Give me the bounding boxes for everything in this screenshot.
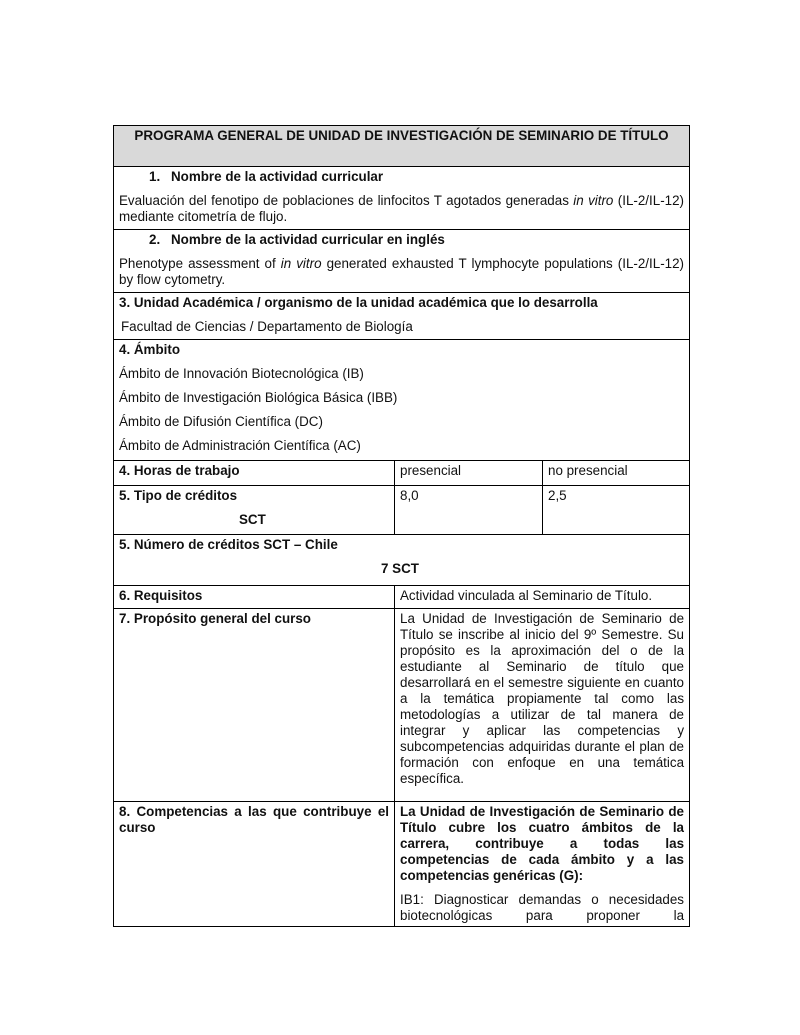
section2-text-italic: in vitro — [280, 256, 322, 271]
requisitos-value: Actividad vinculada al Seminario de Título. — [395, 586, 690, 609]
section2-text-part2: generated exhausted T lymphocyte populations (IL-2/IL-12) by flow cytometry. — [119, 256, 685, 287]
horas-presencial-header: presencial — [395, 461, 543, 486]
numero-creditos-label: 5. Número de créditos SCT – Chile — [119, 537, 338, 552]
ambito-item: Ámbito de Investigación Biológica Básica (IBB) — [119, 390, 398, 405]
numero-creditos-value: 7 SCT — [381, 561, 419, 576]
section1-heading — [119, 169, 684, 185]
numero-creditos-row — [114, 535, 690, 586]
program-title: PROGRAMA GENERAL DE UNIDAD DE INVESTIGACIÓN DE SEMINARIO DE TÍTULO — [114, 126, 690, 167]
competencias-ib1: IB1: Diagnosticar demandas o necesidades biotecnológicas para proponer la — [400, 892, 685, 923]
section1-text-part2: (IL-2/IL-12) mediante citometría de flujo. — [119, 193, 685, 224]
horas-row — [114, 461, 690, 486]
creditos-no-presencial-value: 2,5 — [543, 486, 690, 535]
section3-title: 3. Unidad Académica / organismo de la unidad académica que lo desarrolla — [119, 295, 598, 310]
section2-heading — [119, 232, 684, 248]
section3-text: Facultad de Ciencias / Departamento de Biología — [121, 319, 413, 334]
section4-row — [114, 340, 690, 461]
section1-text — [119, 193, 684, 225]
requisitos-row — [114, 586, 690, 609]
section2-number: 2. — [149, 232, 161, 247]
section2-text-part1: Phenotype assessment of — [119, 256, 281, 271]
section1-number: 1. — [149, 169, 161, 184]
competencias-row — [114, 802, 690, 927]
section1-row — [114, 167, 690, 230]
ambito-item: Ámbito de Innovación Biotecnológica (IB) — [119, 366, 364, 381]
proposito-row — [114, 609, 690, 802]
horas-no-presencial-header: no presencial — [543, 461, 690, 486]
requisitos-label: 6. Requisitos — [114, 586, 395, 609]
section4-title: 4. Ámbito — [119, 342, 181, 357]
creditos-sublabel: SCT — [239, 512, 266, 527]
ambito-item: Ámbito de Administración Científica (AC) — [119, 438, 361, 453]
proposito-value: La Unidad de Investigación de Seminario de Título se inscribe al inicio del 9º Semestre. Su propósito es la aproximación del o de la estudiante al Seminario de título que desarrollará en el semestre siguiente en cuanto a la temática propiamente tal como las metodologías a utilizar de tal manera de integrar y aplicar las competencias y subcompetencias adquiridas durante el plan de formación con enfoque en una temática específica. — [395, 609, 690, 802]
competencias-label: 8. Competencias a las que contribuye el curso — [114, 802, 395, 927]
horas-label: 4. Horas de trabajo — [114, 461, 395, 486]
section1-title: Nombre de la actividad curricular — [171, 169, 384, 184]
creditos-presencial-value: 8,0 — [395, 486, 543, 535]
section1-text-italic: in vitro — [573, 193, 614, 208]
creditos-row — [114, 486, 690, 535]
section2-text — [119, 256, 684, 288]
section2-row — [114, 230, 690, 293]
section1-text-part1: Evaluación del fenotipo de poblaciones de linfocitos T agotados generadas — [119, 193, 574, 208]
proposito-label: 7. Propósito general del curso — [114, 609, 395, 802]
creditos-label: 5. Tipo de créditos — [119, 488, 238, 503]
ambito-item: Ámbito de Difusión Científica (DC) — [119, 414, 323, 429]
section3-row — [114, 293, 690, 340]
header-row — [114, 126, 690, 167]
program-table — [113, 125, 690, 927]
competencias-intro: La Unidad de Investigación de Seminario de Título cubre los cuatro ámbitos de la carrera, contribuye a todas las competencias de cada ámbito y a las competencias genéricas (G): — [400, 804, 685, 883]
section2-title: Nombre de la actividad curricular en inglés — [171, 232, 445, 247]
